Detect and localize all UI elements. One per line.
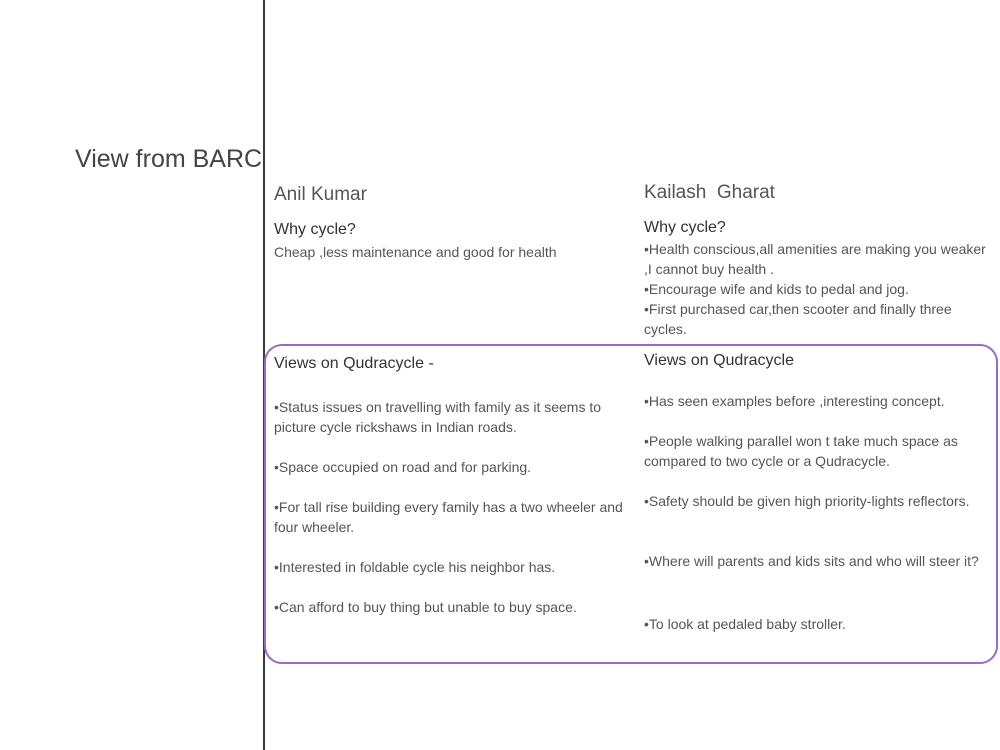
why-cycle-right [644, 219, 992, 339]
list-item: •Where will parents and kids sits and who will steer it? [644, 553, 979, 569]
list-item: •To look at pedaled baby stroller. [644, 616, 846, 632]
interviewee-right-header [644, 182, 992, 204]
list-item: •For tall rise building every family has a two wheeler and four wheeler. [274, 499, 623, 535]
views-right-list [644, 391, 992, 634]
list-item: •Interested in foldable cycle his neighbor has. [274, 559, 556, 575]
list-item: •Encourage wife and kids to pedal and jog. [644, 281, 909, 297]
list-item: •Has seen examples before ,interesting concept. [644, 393, 945, 409]
views-heading: Views on Qudracycle [644, 352, 794, 369]
why-cycle-text: Cheap ,less maintenance and good for health [274, 244, 557, 260]
interviewee-name: Kailash Gharat [644, 182, 775, 203]
why-cycle-heading: Why cycle? [274, 221, 356, 238]
list-item: •Health conscious,all amenities are making you weaker ,I cannot buy health . [644, 241, 986, 277]
section-title: View from BARC [75, 145, 263, 173]
interviewee-name: Anil Kumar [274, 184, 367, 205]
why-cycle-heading: Why cycle? [644, 219, 726, 236]
interviewee-left-header [274, 184, 634, 206]
views-right [644, 352, 992, 370]
list-item: •Can afford to buy thing but unable to buy space. [274, 599, 577, 615]
views-left [274, 355, 634, 373]
list-item: •Safety should be given high priority-lights reflectors. [644, 493, 970, 509]
why-cycle-left [274, 221, 634, 262]
list-item: •First purchased car,then scooter and finally three cycles. [644, 301, 952, 337]
list-item: •Space occupied on road and for parking. [274, 459, 532, 475]
views-heading: Views on Qudracycle - [274, 355, 434, 372]
views-left-list [274, 397, 634, 617]
list-item: •People walking parallel won t take much space as compared to two cycle or a Qudracycle. [644, 433, 958, 469]
list-item: •Status issues on travelling with family as it seems to picture cycle rickshaws in Indian roads. [274, 399, 602, 435]
